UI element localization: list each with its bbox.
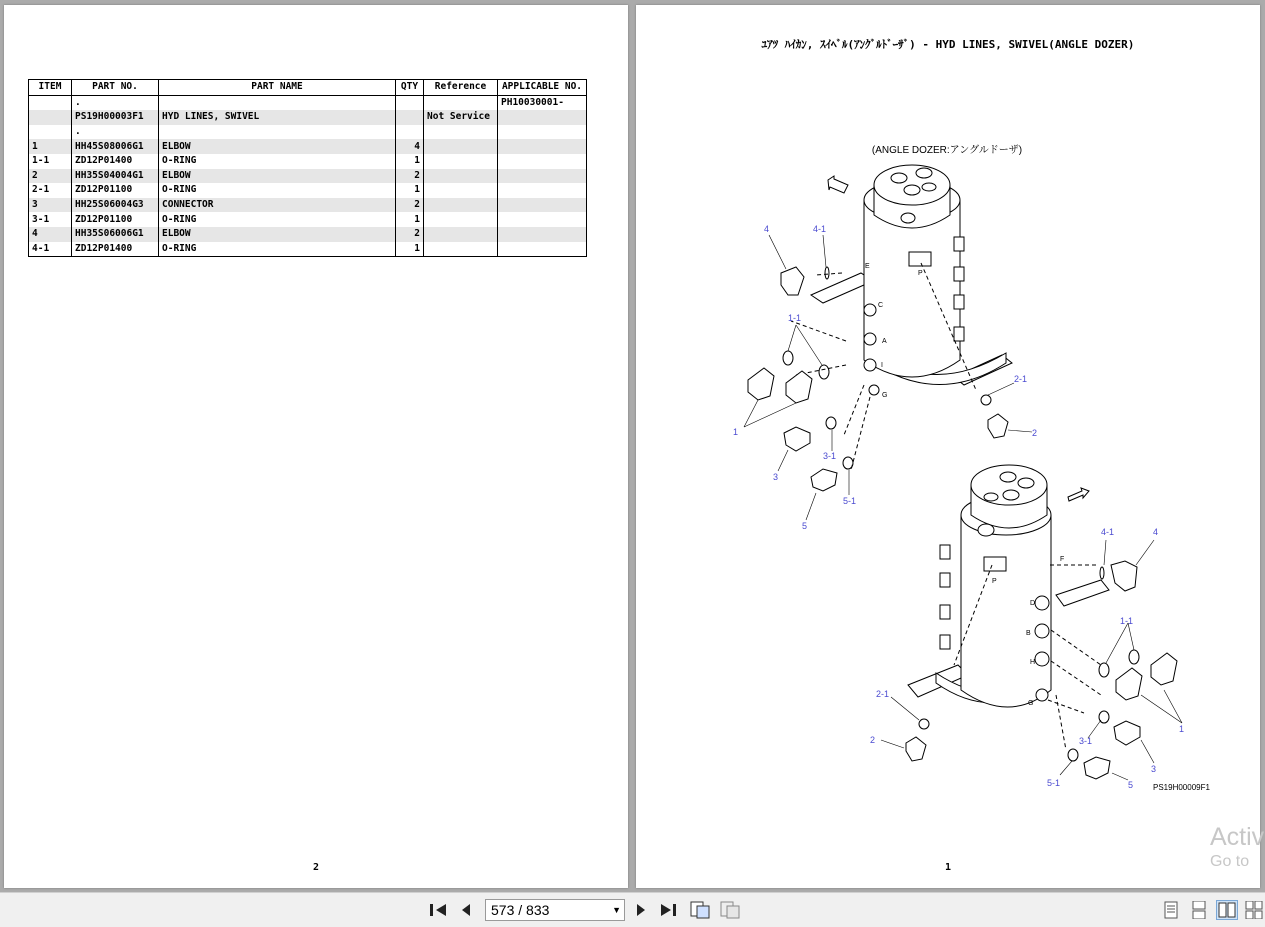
cell-item: [29, 110, 72, 125]
cell-reference: [424, 139, 498, 154]
cell-applicable-no: [498, 110, 587, 125]
callout-label: 3-1: [1079, 736, 1093, 746]
table-row: [29, 139, 587, 154]
header-item: ITEM: [29, 80, 72, 96]
chevron-down-icon: ▼: [612, 905, 621, 915]
cell-applicable-no: [498, 212, 587, 227]
page-number-left: 2: [312, 862, 320, 873]
cell-applicable-no: [498, 154, 587, 169]
cell-item: 4: [29, 227, 72, 242]
table-row: [29, 169, 587, 184]
cell-qty: [396, 110, 424, 125]
cell-part-name: [159, 95, 396, 110]
cell-part-no: PS19H00003F1: [72, 110, 159, 125]
page-indicator: 573 / 833: [491, 902, 550, 918]
two-page-view-icon[interactable]: [1216, 900, 1238, 920]
cell-qty: [396, 125, 424, 140]
callout-label: 2-1: [1014, 374, 1028, 384]
cell-applicable-no: [498, 198, 587, 213]
port-letter: P: [992, 578, 997, 585]
last-page-icon[interactable]: [658, 900, 680, 920]
table-row: [29, 125, 587, 140]
cell-part-name: [159, 125, 396, 140]
callout-label: 2: [870, 735, 876, 745]
cell-qty: 2: [396, 198, 424, 213]
callout-label: 5: [1128, 780, 1134, 790]
single-page-view-icon[interactable]: [1160, 900, 1182, 920]
cell-reference: Not Service: [424, 110, 498, 125]
cell-part-no: ZD12P01400: [72, 242, 159, 257]
callout-label: 2-1: [876, 689, 890, 699]
cell-part-no: .: [72, 125, 159, 140]
table-row: [29, 110, 587, 125]
table-row: [29, 154, 587, 169]
cell-part-name: O-RING: [159, 154, 396, 169]
cell-reference: [424, 198, 498, 213]
cell-part-name: ELBOW: [159, 139, 396, 154]
callout-label: 5-1: [843, 496, 857, 506]
callout-label: 4: [764, 224, 770, 234]
cell-item: 3-1: [29, 212, 72, 227]
header-reference: Reference: [424, 80, 498, 96]
cell-part-no: HH35S04004G1: [72, 169, 159, 184]
cell-applicable-no: [498, 242, 587, 257]
cell-item: [29, 125, 72, 140]
cell-part-name: HYD LINES, SWIVEL: [159, 110, 396, 125]
port-letter: I: [881, 362, 883, 369]
cell-qty: [396, 95, 424, 110]
parts-table-header: [29, 80, 587, 96]
cell-item: 4-1: [29, 242, 72, 257]
cell-applicable-no: [498, 183, 587, 198]
continuous-view-icon[interactable]: [1188, 900, 1210, 920]
callout-label: 4-1: [1101, 527, 1115, 537]
cell-part-no: HH25S06004G3: [72, 198, 159, 213]
port-letter: G: [882, 392, 888, 399]
callout-label: 3: [1151, 764, 1157, 774]
cell-qty: 2: [396, 169, 424, 184]
copy-icon[interactable]: [689, 900, 711, 920]
exploded-parts-diagram: [636, 5, 1260, 888]
cell-part-name: O-RING: [159, 212, 396, 227]
port-letter: C: [878, 302, 884, 309]
table-row: [29, 227, 587, 242]
cell-qty: 2: [396, 227, 424, 242]
port-letter: P: [918, 270, 923, 277]
cell-reference: [424, 169, 498, 184]
next-page-icon[interactable]: [630, 900, 652, 920]
callout-label: 3: [773, 472, 779, 482]
document-page-right: [636, 5, 1260, 888]
table-row: [29, 242, 587, 257]
cell-part-no: HH45S08006G1: [72, 139, 159, 154]
table-row: [29, 212, 587, 227]
cell-item: 2: [29, 169, 72, 184]
port-letter: H: [1030, 659, 1036, 666]
swivel-joint-bottom: [881, 465, 1185, 780]
cell-reference: [424, 125, 498, 140]
callout-label: 4: [1153, 527, 1159, 537]
callout-label: 1-1: [1120, 616, 1134, 626]
diagram-title: ﾕｱﾂ ﾊｲｶﾝ, ｽｲﾍﾞﾙ(ｱﾝｸﾞﾙﾄﾞｰｻﾞ) - HYD LINES, SWIVEL(ANGLE DOZER): [761, 38, 1135, 51]
cell-item: 3: [29, 198, 72, 213]
port-letter: F: [1060, 556, 1065, 563]
cell-applicable-no: [498, 139, 587, 154]
header-qty: QTY: [396, 80, 424, 96]
figure-code: PS19H00009F1: [1153, 783, 1210, 792]
cell-applicable-no: PH10030001-: [498, 95, 587, 110]
viewer-toolbar: [0, 892, 1265, 927]
swivel-joint-top: [744, 165, 1032, 520]
callout-label: 1: [733, 427, 739, 437]
header-part-name: PART NAME: [159, 80, 396, 96]
cell-reference: [424, 154, 498, 169]
port-letter: A: [882, 338, 887, 345]
cell-part-no: ZD12P01100: [72, 212, 159, 227]
cell-reference: [424, 212, 498, 227]
cell-part-no: ZD12P01100: [72, 183, 159, 198]
page-number-right: 1: [944, 862, 952, 873]
cell-part-name: CONNECTOR: [159, 198, 396, 213]
first-page-icon[interactable]: [427, 900, 449, 920]
cell-reference: [424, 183, 498, 198]
callout-label: 2: [1032, 428, 1038, 438]
cell-part-name: ELBOW: [159, 227, 396, 242]
cell-qty: 1: [396, 154, 424, 169]
port-letter: B: [1026, 630, 1031, 637]
cell-part-no: HH35S06006G1: [72, 227, 159, 242]
port-letter: D: [1030, 600, 1036, 607]
activation-watermark: [1210, 822, 1264, 872]
table-row: [29, 198, 587, 213]
cell-item: 1-1: [29, 154, 72, 169]
port-letter: E: [865, 263, 870, 270]
callout-label: 1: [1179, 724, 1185, 734]
cell-part-name: O-RING: [159, 183, 396, 198]
cell-reference: [424, 242, 498, 257]
cell-reference: [424, 95, 498, 110]
table-row: [29, 183, 587, 198]
watermark-line1: Activ: [1210, 823, 1265, 851]
two-page-continuous-view-icon[interactable]: [1243, 900, 1265, 920]
prev-page-icon[interactable]: [455, 900, 477, 920]
cell-applicable-no: [498, 169, 587, 184]
cell-qty: 1: [396, 242, 424, 257]
cell-part-no: .: [72, 95, 159, 110]
cell-item: 1: [29, 139, 72, 154]
header-part-no: PART NO.: [72, 80, 159, 96]
cell-qty: 1: [396, 212, 424, 227]
cell-part-name: O-RING: [159, 242, 396, 257]
cell-part-name: ELBOW: [159, 169, 396, 184]
cell-item: 2-1: [29, 183, 72, 198]
callout-label: 4-1: [813, 224, 827, 234]
document-page-left: [4, 5, 628, 888]
cell-qty: 1: [396, 183, 424, 198]
diagram-subtitle: (ANGLE DOZER:アングルドーザ): [871, 145, 1023, 156]
cell-reference: [424, 227, 498, 242]
callout-label: 1-1: [788, 313, 802, 323]
parts-table: [28, 79, 587, 257]
cell-applicable-no: [498, 125, 587, 140]
callout-label: 5-1: [1047, 778, 1061, 788]
port-letter: G: [1028, 700, 1034, 707]
cell-item: [29, 95, 72, 110]
callout-label: 3-1: [823, 451, 837, 461]
cell-part-no: ZD12P01400: [72, 154, 159, 169]
cell-qty: 4: [396, 139, 424, 154]
watermark-line2: Go to: [1210, 853, 1250, 870]
header-applicable-no: APPLICABLE NO.: [498, 80, 587, 96]
cell-applicable-no: [498, 227, 587, 242]
page-selector[interactable]: [485, 899, 625, 921]
table-row: [29, 95, 587, 110]
paste-icon[interactable]: [719, 900, 741, 920]
callout-label: 5: [802, 521, 808, 531]
